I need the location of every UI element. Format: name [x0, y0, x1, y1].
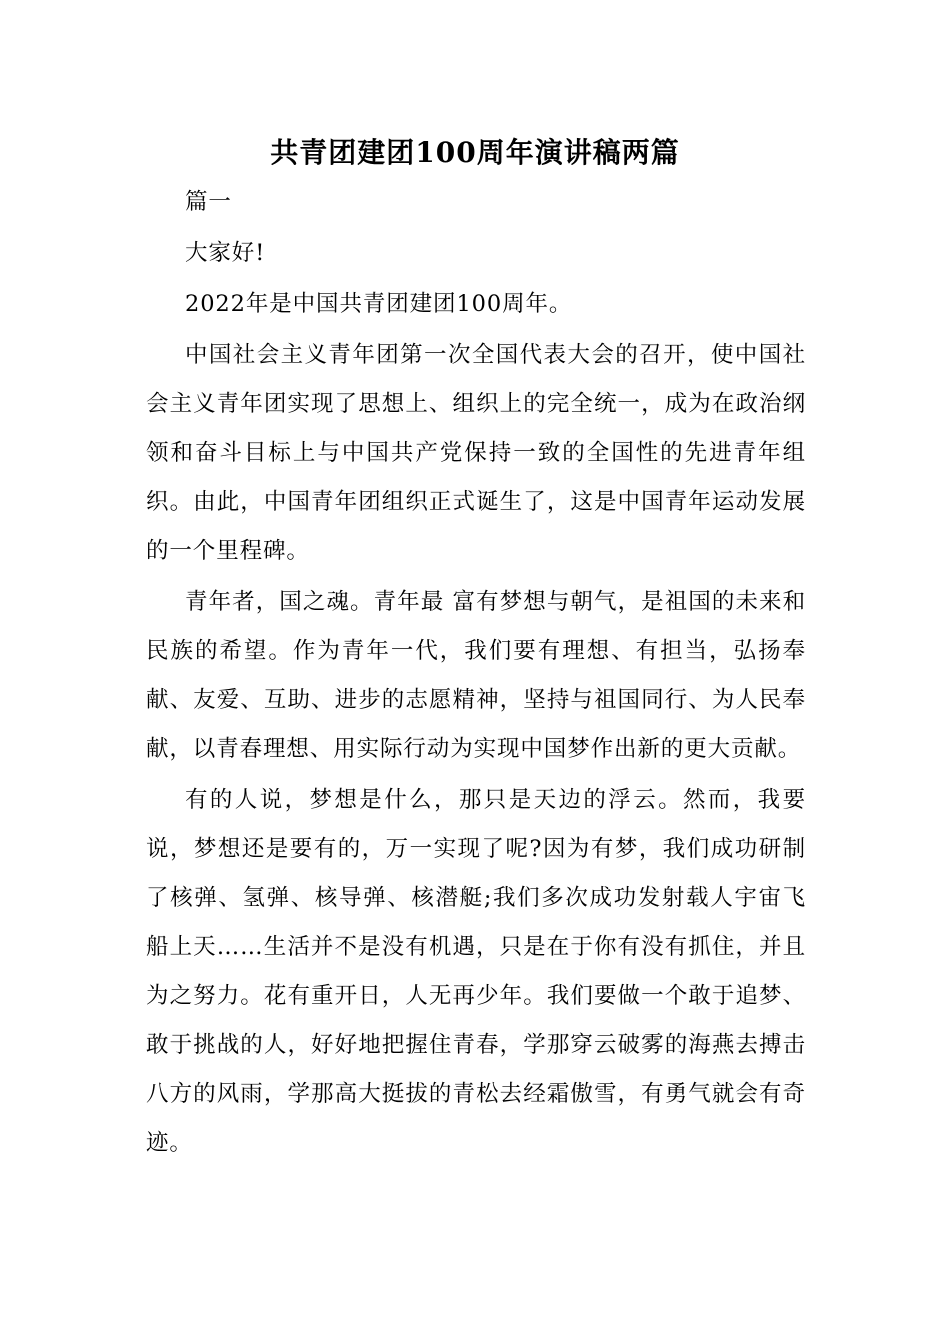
dream-paragraph: 有的人说，梦想是什么，那只是天边的浮云。然而，我要说，梦想还是要有的，万一实现了呢?因为有梦，我们成功研制了核弹、氢弹、核导弹、核潜艇;我们多次成功发射载人宇宙飞船上天……生活并不是没有机遇，只是在于你有没有抓住，并且为之努力。花有重开日，人无再少年。我们要做一个敢于追梦、敢于挑战的人，好好地把握住青春，学那穿云破雾的海燕去搏击八方的风雨，学那高大挺拔的青松去经霜傲雪，有勇气就会有奇迹。	[146, 787, 806, 1156]
youth-paragraph: 青年者，国之魂。青年最 富有梦想与朝气，是祖国的未来和民族的希望。作为青年一代，我们要有理想、有担当，弘扬奉献、友爱、互助、进步的志愿精神，坚持与祖国同行、为人民奉献，以青春理想、用实际行动为实现中国梦作出新的更大贡献。	[146, 589, 806, 762]
anniversary-paragraph: 2022年是中国共青团建团100周年。	[185, 291, 573, 317]
document-title: 共青团建团100周年演讲稿两篇	[270, 136, 680, 169]
document-body	[146, 178, 806, 1168]
greeting-paragraph: 大家好!	[185, 240, 266, 266]
section-heading: 篇一	[185, 189, 232, 215]
history-paragraph: 中国社会主义青年团第一次全国代表大会的召开，使中国社会主义青年团实现了思想上、组织上的完全统一，成为在政治纲领和奋斗目标上与中国共产党保持一致的全国性的先进青年组织。由此，中国青年团组织正式诞生了，这是中国青年运动发展的一个里程碑。	[146, 342, 806, 564]
